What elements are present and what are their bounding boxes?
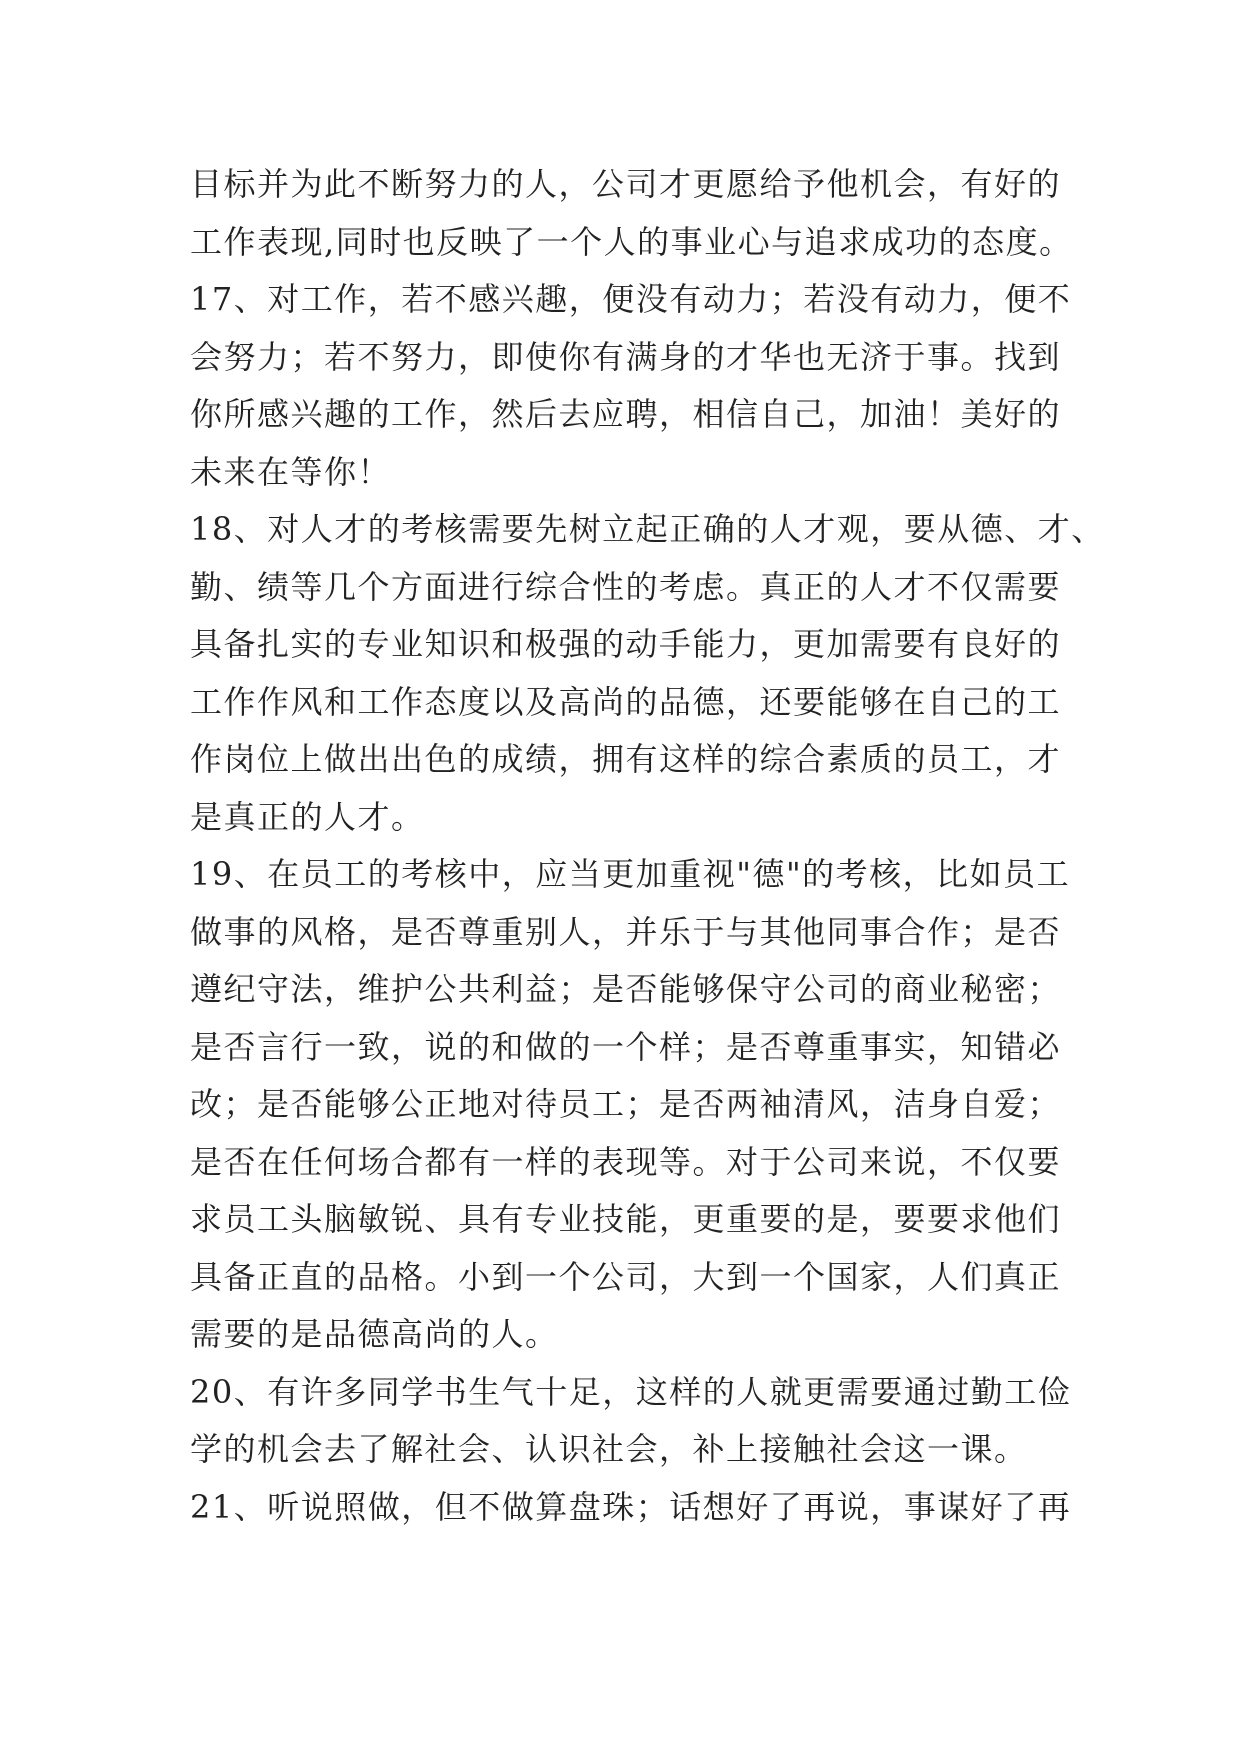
text-line: 是否言行一致，说的和做的一个样；是否尊重事实，知错必 <box>190 1027 1062 1066</box>
text-line: 未来在等你！ <box>190 452 392 491</box>
text-line: 工作作风和工作态度以及高尚的品德，还要能够在自己的工 <box>190 682 1062 721</box>
text-line: 具备扎实的专业知识和极强的动手能力，更加需要有良好的 <box>190 625 1062 663</box>
text-line: 17、对工作，若不感兴趣，便没有动力；若没有动力，便不 <box>190 280 1072 318</box>
text-line: 目标并为此不断努力的人，公司才更愿给予他机会，有好的 <box>190 165 1062 203</box>
text-line: 求员工头脑敏锐、具有专业技能，更重要的是，要要求他们 <box>190 1200 1062 1238</box>
text-line: 具备正直的品格。小到一个公司，大到一个国家，人们真正 <box>190 1257 1062 1296</box>
text-line: 学的机会去了解社会、认识社会，补上接触社会这一课。 <box>190 1430 1028 1468</box>
text-line: 遵纪守法，维护公共利益；是否能够保守公司的商业秘密； <box>190 970 1062 1008</box>
text-line: 做事的风格，是否尊重别人，并乐于与其他同事合作；是否 <box>190 912 1062 951</box>
text-line: 改；是否能够公正地对待员工；是否两袖清风，洁身自爱； <box>190 1085 1062 1123</box>
text-line: 21、听说照做，但不做算盘珠；话想好了再说，事谋好了再 <box>190 1487 1072 1526</box>
text-line: 你所感兴趣的工作，然后去应聘，相信自己，加油！美好的 <box>190 395 1062 433</box>
text-line: 需要的是品德高尚的人。 <box>190 1315 559 1353</box>
text-line: 20、有许多同学书生气十足，这样的人就更需要通过勤工俭 <box>190 1372 1072 1411</box>
text-line: 工作表现,同时也反映了一个人的事业心与追求成功的态度。 <box>190 222 1073 261</box>
text-line: 勤、绩等几个方面进行综合性的考虑。真正的人才不仅需要 <box>190 567 1062 606</box>
text-line: 19、在员工的考核中，应当更加重视"德"的考核，比如员工 <box>190 855 1071 893</box>
text-line: 作岗位上做出出色的成绩，拥有这样的综合素质的员工，才 <box>190 740 1062 778</box>
body-text <box>190 156 1105 1536</box>
text-line: 18、对人才的考核需要先树立起正确的人才观，要从德、才、 <box>190 510 1105 548</box>
text-line: 是否在任何场合都有一样的表现等。对于公司来说，不仅要 <box>190 1142 1062 1181</box>
text-line: 是真正的人才。 <box>190 797 425 836</box>
text-line: 会努力；若不努力，即使你有满身的才华也无济于事。找到 <box>190 337 1062 376</box>
